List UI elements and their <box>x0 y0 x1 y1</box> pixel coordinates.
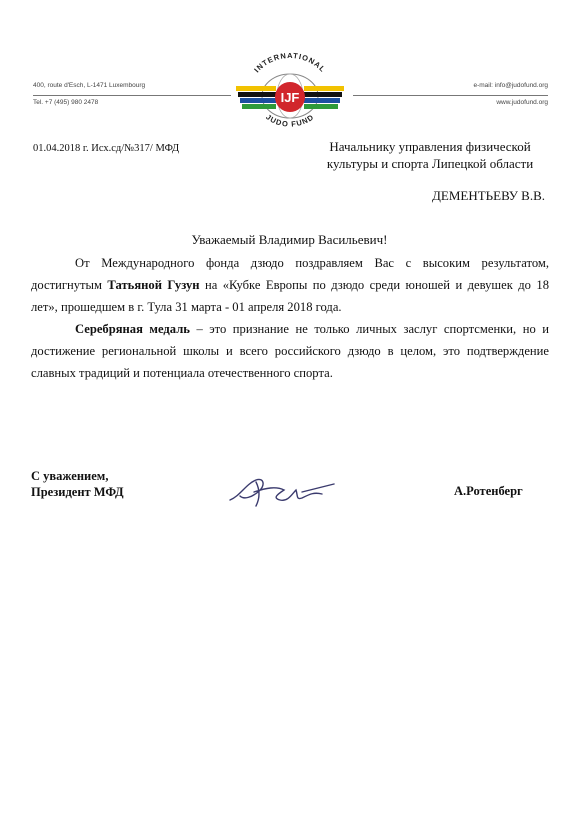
phone-text: Tel. +7 (495) 980 2478 <box>33 99 99 106</box>
logo-bottom-text: JUDO FUND <box>264 112 316 129</box>
signer-position: Президент МФД <box>31 485 124 499</box>
ijf-logo <box>232 50 348 140</box>
svg-text:JUDO FUND <box>264 112 316 128</box>
athlete-name: Татьяной Гузун <box>107 278 200 292</box>
header-rule-right <box>353 95 548 96</box>
recipient-line2: культуры и спорта Липецкой области <box>326 156 534 171</box>
signer-name: А.Ротенберг <box>454 484 523 498</box>
svg-text:INTERNATIONAL <box>252 51 327 74</box>
logo-monogram: IJF <box>280 90 300 105</box>
letter-body <box>31 252 549 384</box>
email-text: e-mail: info@judofund.org <box>473 82 548 89</box>
address-text: 400, route d'Esch, L-1471 Luxembourg <box>33 82 146 89</box>
handwritten-signature <box>226 470 338 510</box>
closing: С уважением, <box>31 469 109 483</box>
salutation: Уважаемый Владимир Васильевич! <box>191 232 388 247</box>
paragraph-2: Серебряная медаль – это признание не только личных заслуг спортсменки, но и достижение региональной школы и всего российского дзюдо в целом, это подтверждение славных традиций и потенциала отечественного спорта. <box>31 322 549 380</box>
paragraph-1: От Международного фонда дзюдо поздравляем Вас с высоким результатом, достигнутым Татьяной Гузун на «Кубке Европы по дзюдо среди юношей и девушек до 18 лет», прошедшем в г. Тула 31 марта - 01 апреля 2018 года. <box>31 256 549 314</box>
medal-text: Серебряная медаль <box>75 322 190 336</box>
logo-top-text: INTERNATIONAL <box>252 50 328 75</box>
website-text: www.judofund.org <box>496 99 548 106</box>
closing-block <box>31 468 124 500</box>
recipient-block <box>296 138 564 172</box>
recipient-line1: Начальнику управления физической <box>329 139 531 154</box>
recipient-name: ДЕМЕНТЬЕВУ В.В. <box>432 188 545 203</box>
reference-number: 01.04.2018 г. Исх.сд/№317/ МФД <box>33 143 180 154</box>
header-rule-left <box>33 95 231 96</box>
